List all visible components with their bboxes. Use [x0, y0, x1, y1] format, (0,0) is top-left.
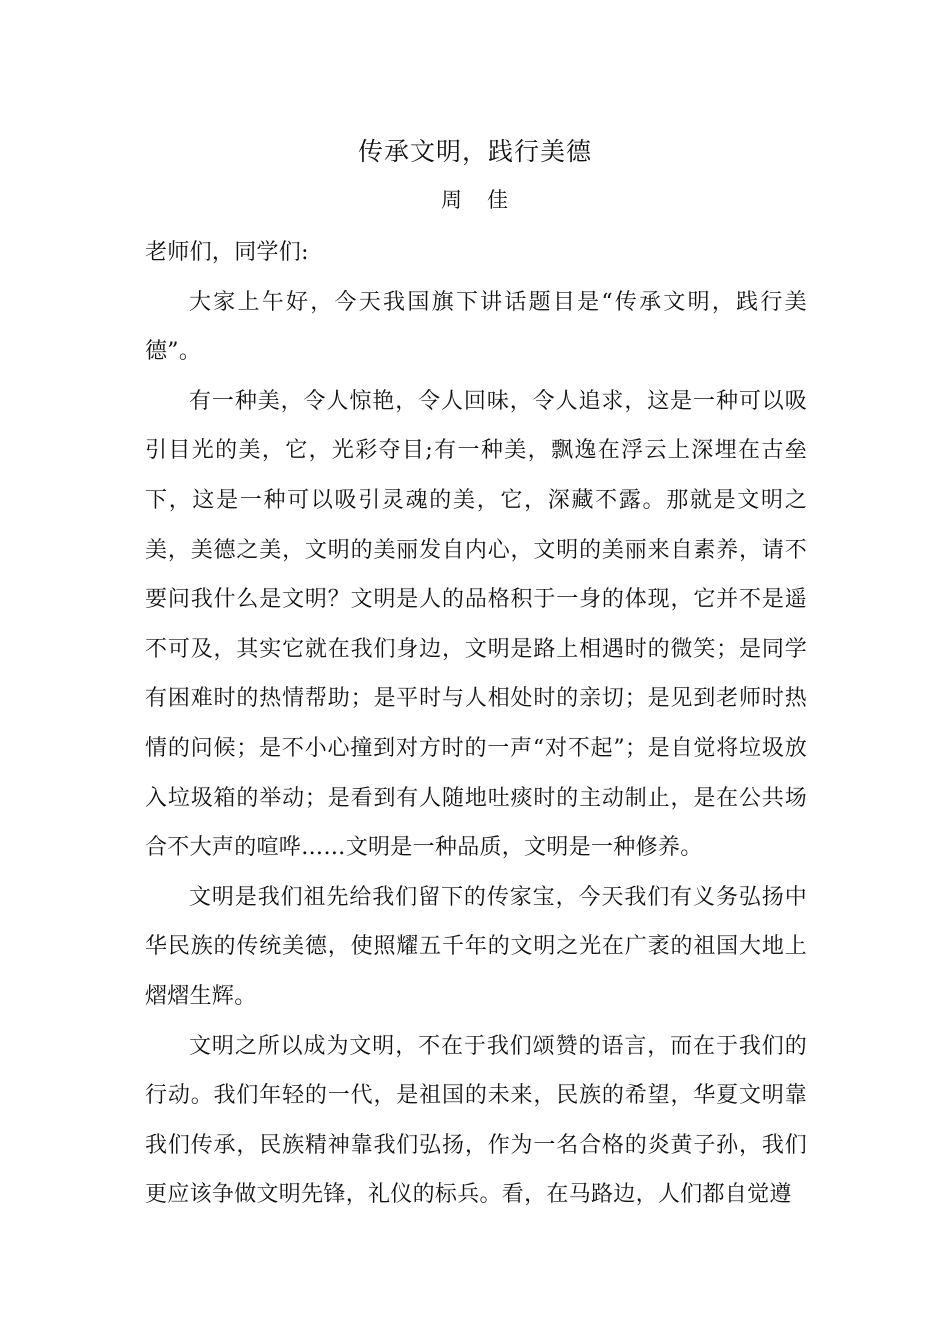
salutation: 老师们，同学们: [145, 240, 309, 265]
paragraph-1: 大家上午好，今天我国旗下讲话题目是“传承文明，践行美德”。 [145, 289, 807, 365]
paragraph-3: 文明是我们祖先给我们留下的传家宝，今天我们有义务弘扬中华民族的传统美德，使照耀五千年的文明之光在广袤的祖国大地上熠熠生辉。 [145, 884, 807, 1009]
author-name-first: 周 [441, 188, 463, 212]
document-body [145, 228, 807, 1220]
author-name-second: 佳 [487, 188, 509, 212]
paragraph-4: 文明之所以成为文明，不在于我们颂赞的语言，而在于我们的行动。我们年轻的一代，是祖国的未来，民族的希望，华夏文明靠我们传承，民族精神靠我们弘扬，作为一名合格的炎黄子孙，我们更应该争做文明先锋，礼仪的标兵。看，在马路边，人们都自觉遵 [145, 1033, 807, 1208]
paragraph-2: 有一种美，令人惊艳，令人回味，令人追求，这是一种可以吸引目光的美，它，光彩夺目;有一种美，飘逸在浮云上深埋在古垒下，这是一种可以吸引灵魂的美，它，深藏不露。那就是文明之美，美德之美，文明的美丽发自内心，文明的美丽来自素养，请不要问我什么是文明？文明是人的品格积于一身的体现，它并不是遥不可及，其实它就在我们身边，文明是路上相遇时的微笑；是同学有困难时的热情帮助；是平时与人相处时的亲切；是见到老师时热情的问候；是不小心撞到对方时的一声“对不起”；是自觉将垃圾放入垃圾箱的举动；是看到有人随地吐痰时的主动制止，是在公共场合不大声的喧哗……文明是一种品质，文明是一种修养。 [145, 388, 807, 861]
author-name [0, 183, 950, 217]
document-title: 传承文明，践行美德 [357, 137, 592, 166]
